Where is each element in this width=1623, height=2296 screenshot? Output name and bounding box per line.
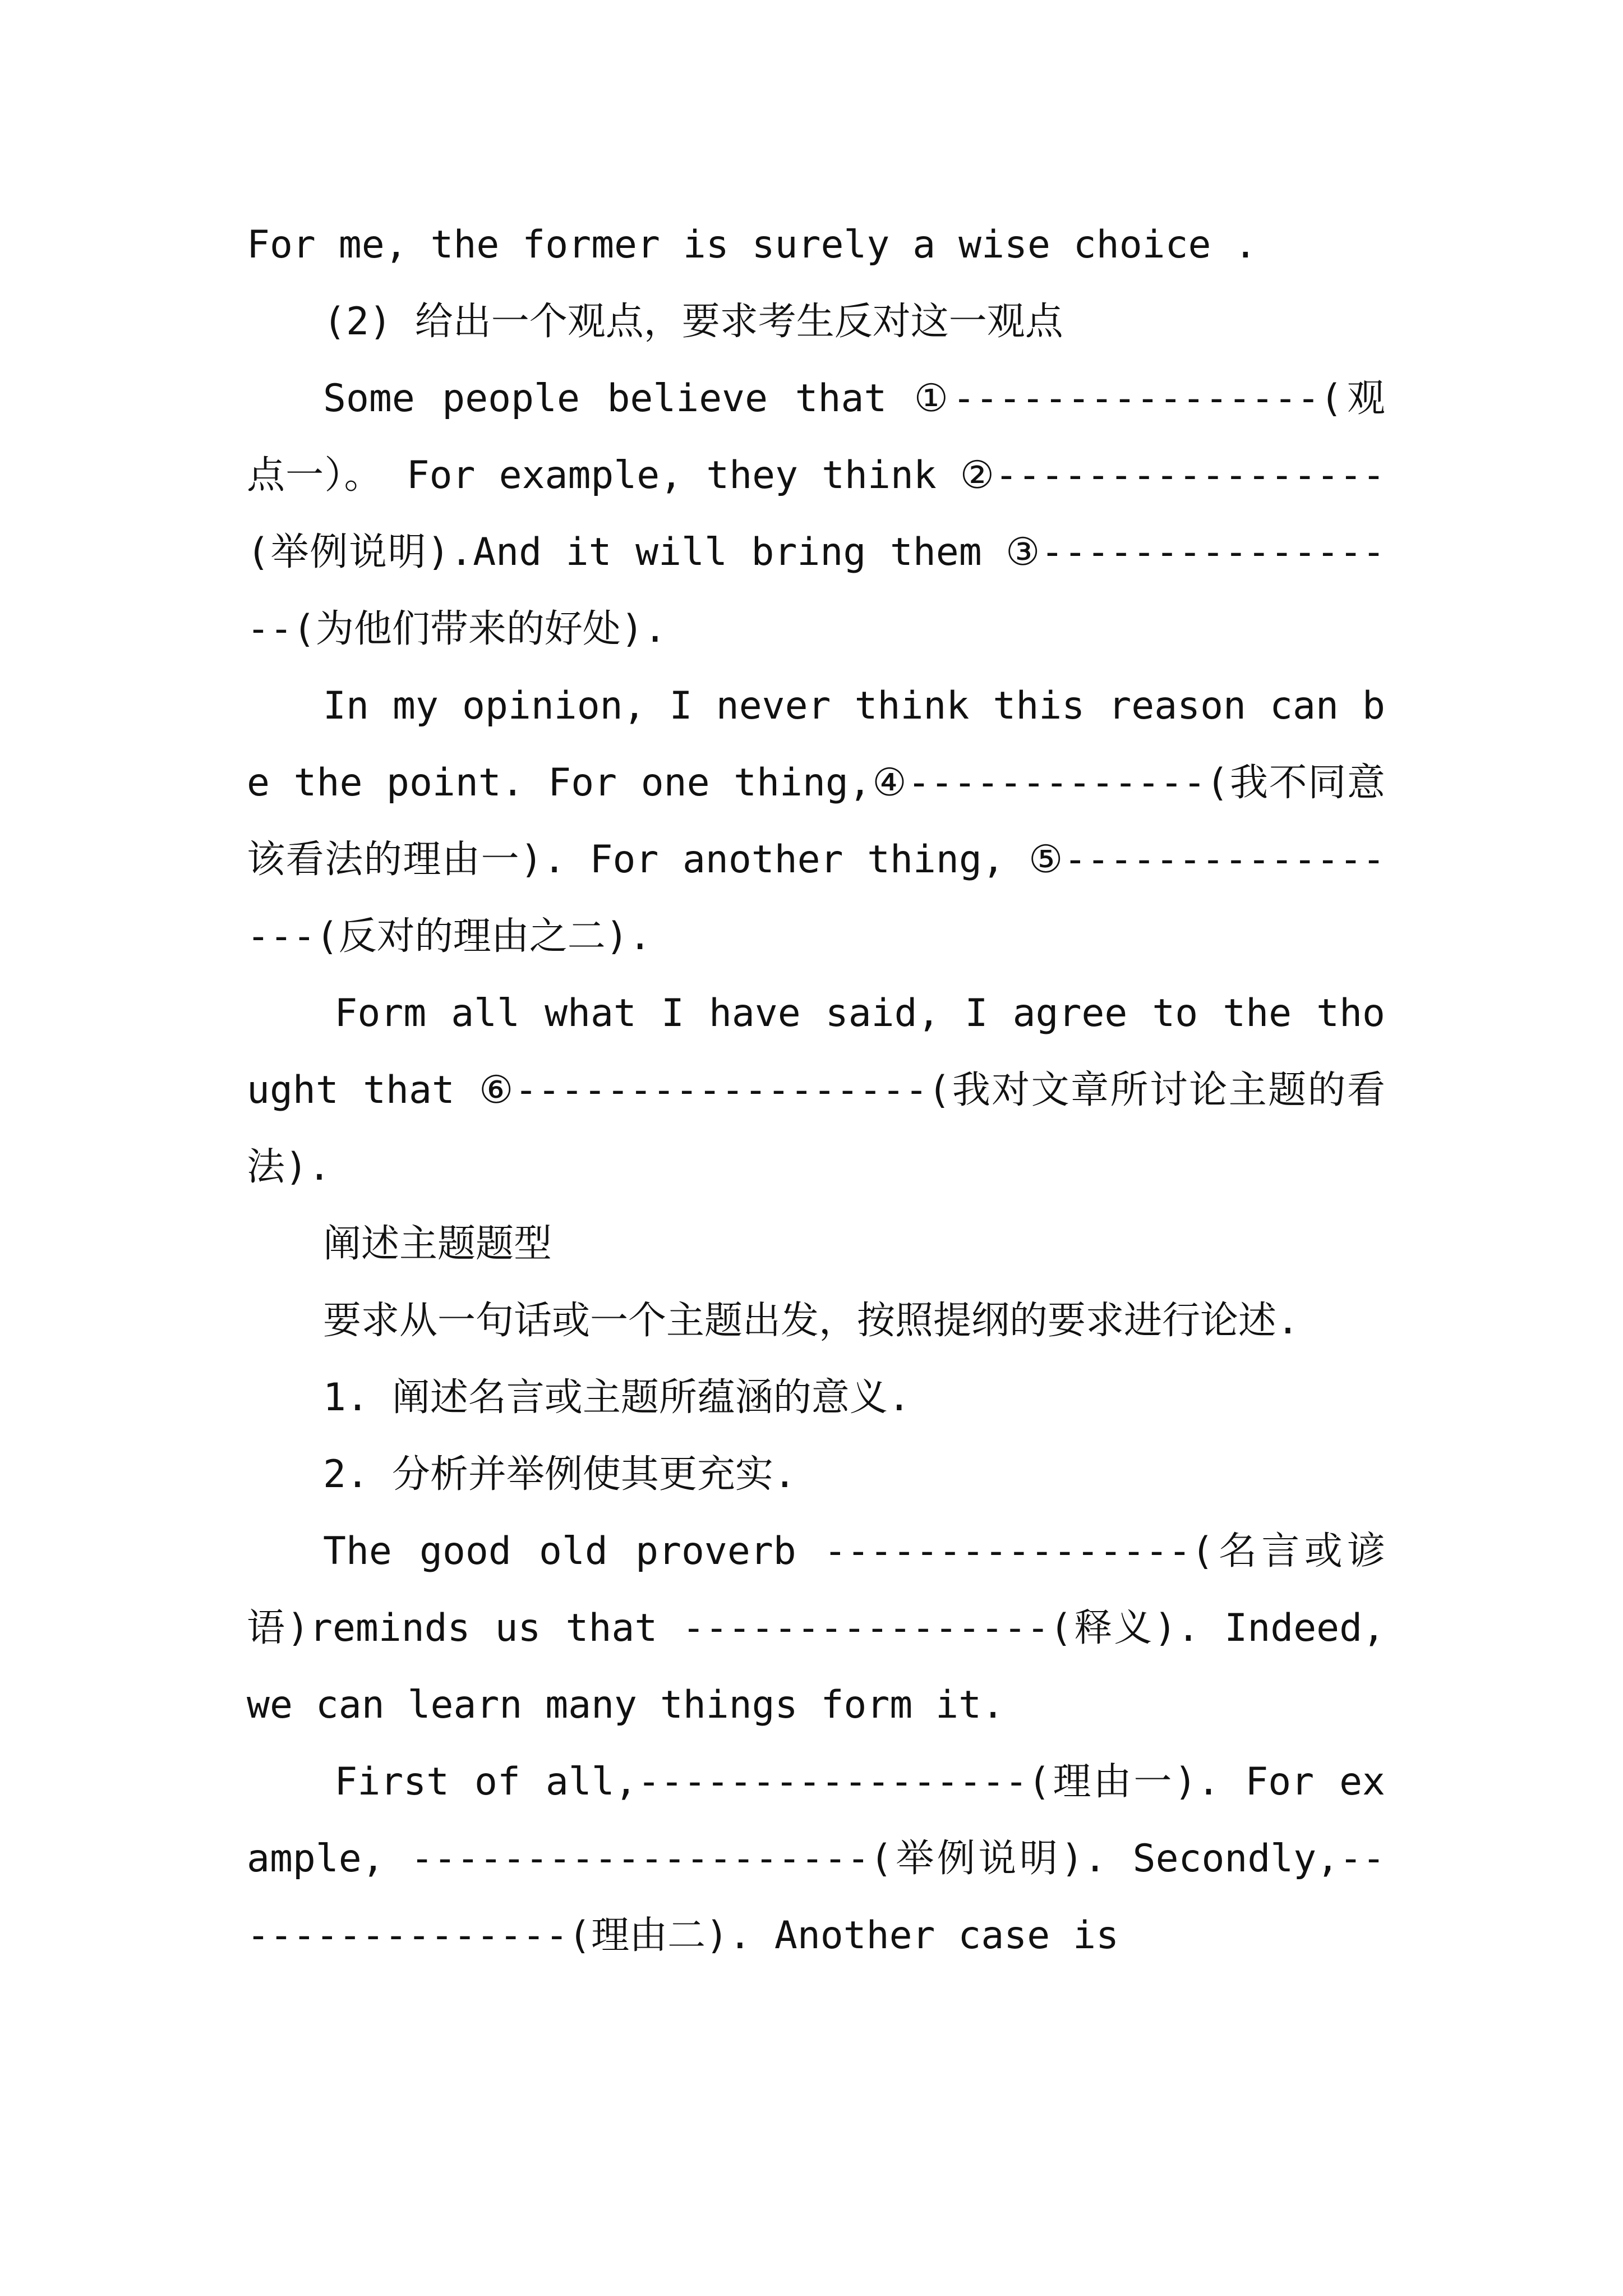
paragraph-topic-type-description: 要求从一句话或一个主题出发，按照提纲的要求进行论述. [323,1299,1299,1343]
list-item-step-1: 1. 阐述名言或主题所蕴涵的意义. [323,1375,911,1420]
list-item-step-2: 2. 分析并举例使其更充实. [323,1452,796,1497]
paragraph-topic-type-heading: 阐述主题题型 [323,1222,552,1266]
paragraph-template-opinion: Some people believe that ①----------------(观点一）。 For example, they think ②-----------------(举例说明).And it will bring them ③-----------------(为他们带来的好处). [247,376,1385,651]
paragraph-conclusion-choice: For me, the former is surely a wise choice . [247,223,1257,267]
paragraph-template-reasons: In my opinion, I never think this reason can be the point. For one thing,④-------------(我不同意该看法的理由一). For another thing, ⑤-----------------(反对的理由之二). [247,684,1385,959]
paragraph-template-proverb: The good old proverb ----------------(名言或谚语)reminds us that ----------------(释义). Indeed, we can learn many things form it. [247,1529,1385,1727]
paragraph-section-heading-oppose: (2) 给出一个观点，要求考生反对这一观点 [323,300,1063,344]
document-body [247,206,1385,1974]
paragraph-template-conclusion: Form all what I have said, I agree to the thought that ⑥------------------(我对文章所讨论主题的看法). [247,991,1385,1189]
paragraph-template-reasons-examples: First of all,-----------------(理由一). For example, --------------------(举例说明). Secondly,----------------(理由二). Another case is [247,1760,1385,1958]
